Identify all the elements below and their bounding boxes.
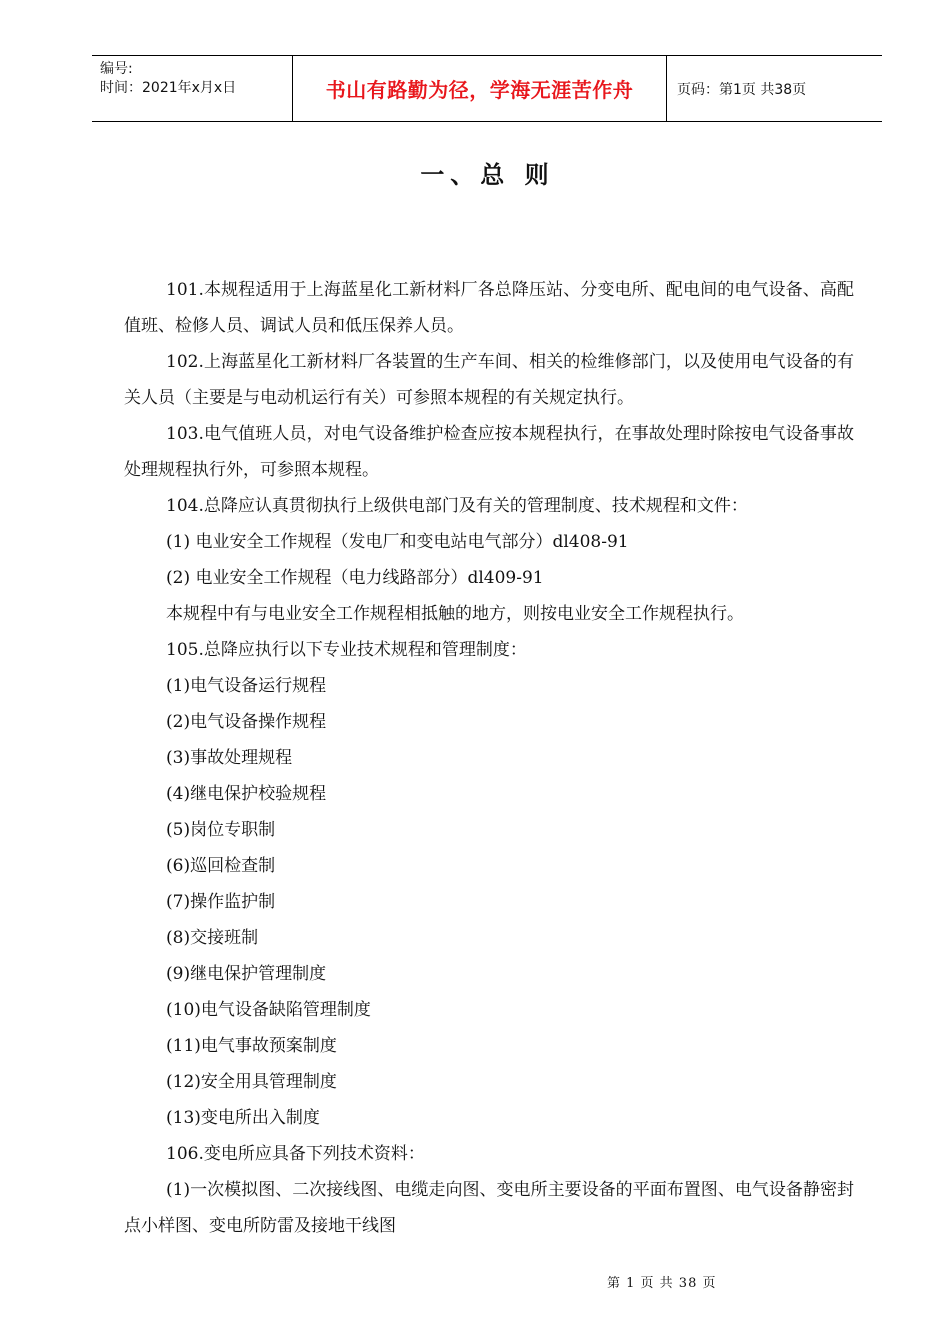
list-item: (11)电气事故预案制度 [166,1036,337,1056]
list-item: (1) 电业安全工作规程（发电厂和变电站电气部分）dl408-91 [166,532,629,552]
list-item: (7)操作监护制 [166,892,276,912]
list-item: (1)电气设备运行规程 [166,676,327,696]
paragraph: 105.总降应执行以下专业技术规程和管理制度： [166,640,527,660]
list-item: (10)电气设备缺陷管理制度 [166,1000,371,1020]
page-header [92,55,882,122]
document-body [124,272,854,1244]
time-label: 时间：2021年x月x日 [100,80,237,96]
list-item: (9)继电保护管理制度 [166,964,327,984]
paragraph: 106.变电所应具备下列技术资料： [166,1144,425,1164]
paragraph: 本规程中有与电业安全工作规程相抵触的地方，则按电业安全工作规程执行。 [166,604,744,624]
list-item: (6)巡回检查制 [166,856,276,876]
header-slogan: 书山有路勤为径，学海无涯苦作舟 [293,56,667,121]
header-page-info: 页码：第1页 共38页 [677,81,807,98]
header-meta [92,56,293,121]
list-item: (3)事故处理规程 [166,748,293,768]
list-item: (13)变电所出入制度 [166,1108,320,1128]
paragraph: 101.本规程适用于上海蓝星化工新材料厂各总降压站、分变电所、配电间的电气设备、高配值班、检修人员、调试人员和低压保养人员。 [124,280,854,336]
section-title: 一、总 则 [420,161,555,189]
list-item: (2) 电业安全工作规程（电力线路部分）dl409-91 [166,568,544,588]
list-item: (2)电气设备操作规程 [166,712,327,732]
list-item: (1)一次模拟图、二次接线图、电缆走向图、变电所主要设备的平面布置图、电气设备静密封点小样图、变电所防雷及接地干线图 [124,1180,854,1236]
paragraph: 102.上海蓝星化工新材料厂各装置的生产车间、相关的检维修部门，以及使用电气设备的有关人员（主要是与电动机运行有关）可参照本规程的有关规定执行。 [124,352,854,408]
page-footer: 第 1 页 共 38 页 [607,1276,717,1291]
list-item: (12)安全用具管理制度 [166,1072,337,1092]
serial-label: 编号: [100,61,133,77]
list-item: (4)继电保护校验规程 [166,784,327,804]
paragraph: 103.电气值班人员，对电气设备维护检查应按本规程执行，在事故处理时除按电气设备事故处理规程执行外，可参照本规程。 [124,424,854,480]
paragraph: 104.总降应认真贯彻执行上级供电部门及有关的管理制度、技术规程和文件： [166,496,748,516]
list-item: (8)交接班制 [166,928,259,948]
list-item: (5)岗位专职制 [166,820,276,840]
